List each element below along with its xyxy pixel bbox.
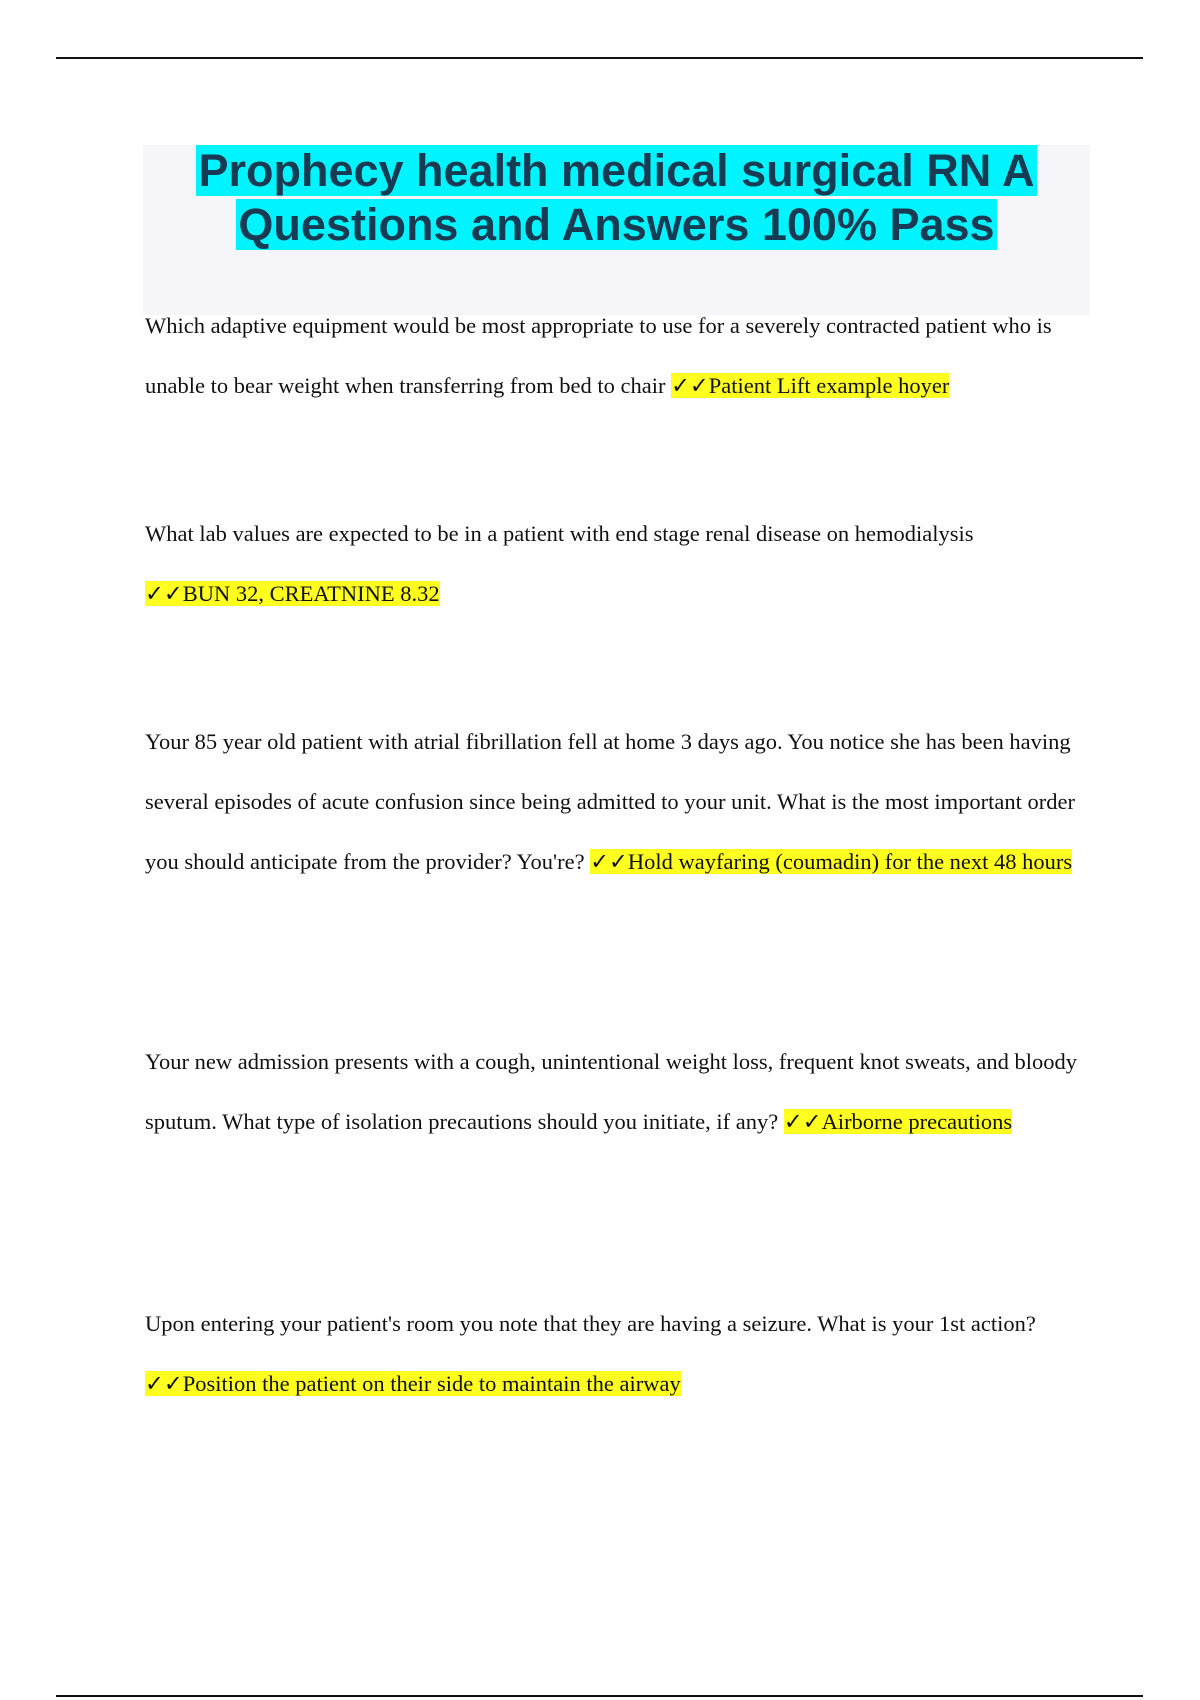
title-line-1: Prophecy health medical surgical RN A (198, 145, 1035, 196)
qa-item (145, 296, 1085, 416)
question-text: Upon entering your patient's room you note that they are having a seizure. What is your 1st action? (145, 1311, 1036, 1336)
title-line-2: Questions and Answers 100% Pass (238, 199, 995, 250)
answer-highlight: ✓✓BUN 32, CREATNINE 8.32 (145, 581, 440, 606)
qa-item (145, 1294, 1085, 1414)
header-rule (56, 57, 1143, 59)
question-text: What lab values are expected to be in a patient with end stage renal disease on hemodialysis (145, 521, 974, 546)
answer-highlight: ✓✓Airborne precautions (783, 1109, 1013, 1134)
qa-item (145, 1032, 1085, 1152)
question-text: Your new admission presents with a cough, unintentional weight loss, frequent knot sweats, and bloody sputum. What type of isolation precautions should you initiate, if any? (145, 1049, 1077, 1134)
question-text: Which adaptive equipment would be most appropriate to use for a severely contracted patient who is unable to bear weight when transferring from bed to chair (145, 313, 1052, 398)
qa-item (145, 712, 1085, 892)
question-text: Your 85 year old patient with atrial fibrillation fell at home 3 days ago. You notice she has been having several episodes of acute confusion since being admitted to your unit. What is the most important order you should anticipate from the provider? You're? (145, 729, 1075, 874)
answer-highlight: ✓✓Patient Lift example hoyer (671, 373, 950, 398)
answer-highlight: ✓✓Position the patient on their side to maintain the airway (145, 1371, 681, 1396)
qa-item (145, 504, 1085, 624)
document-title (143, 144, 1090, 252)
answer-highlight: ✓✓Hold wayfaring (coumadin) for the next 48 hours (590, 849, 1073, 874)
footer-rule (56, 1695, 1143, 1697)
